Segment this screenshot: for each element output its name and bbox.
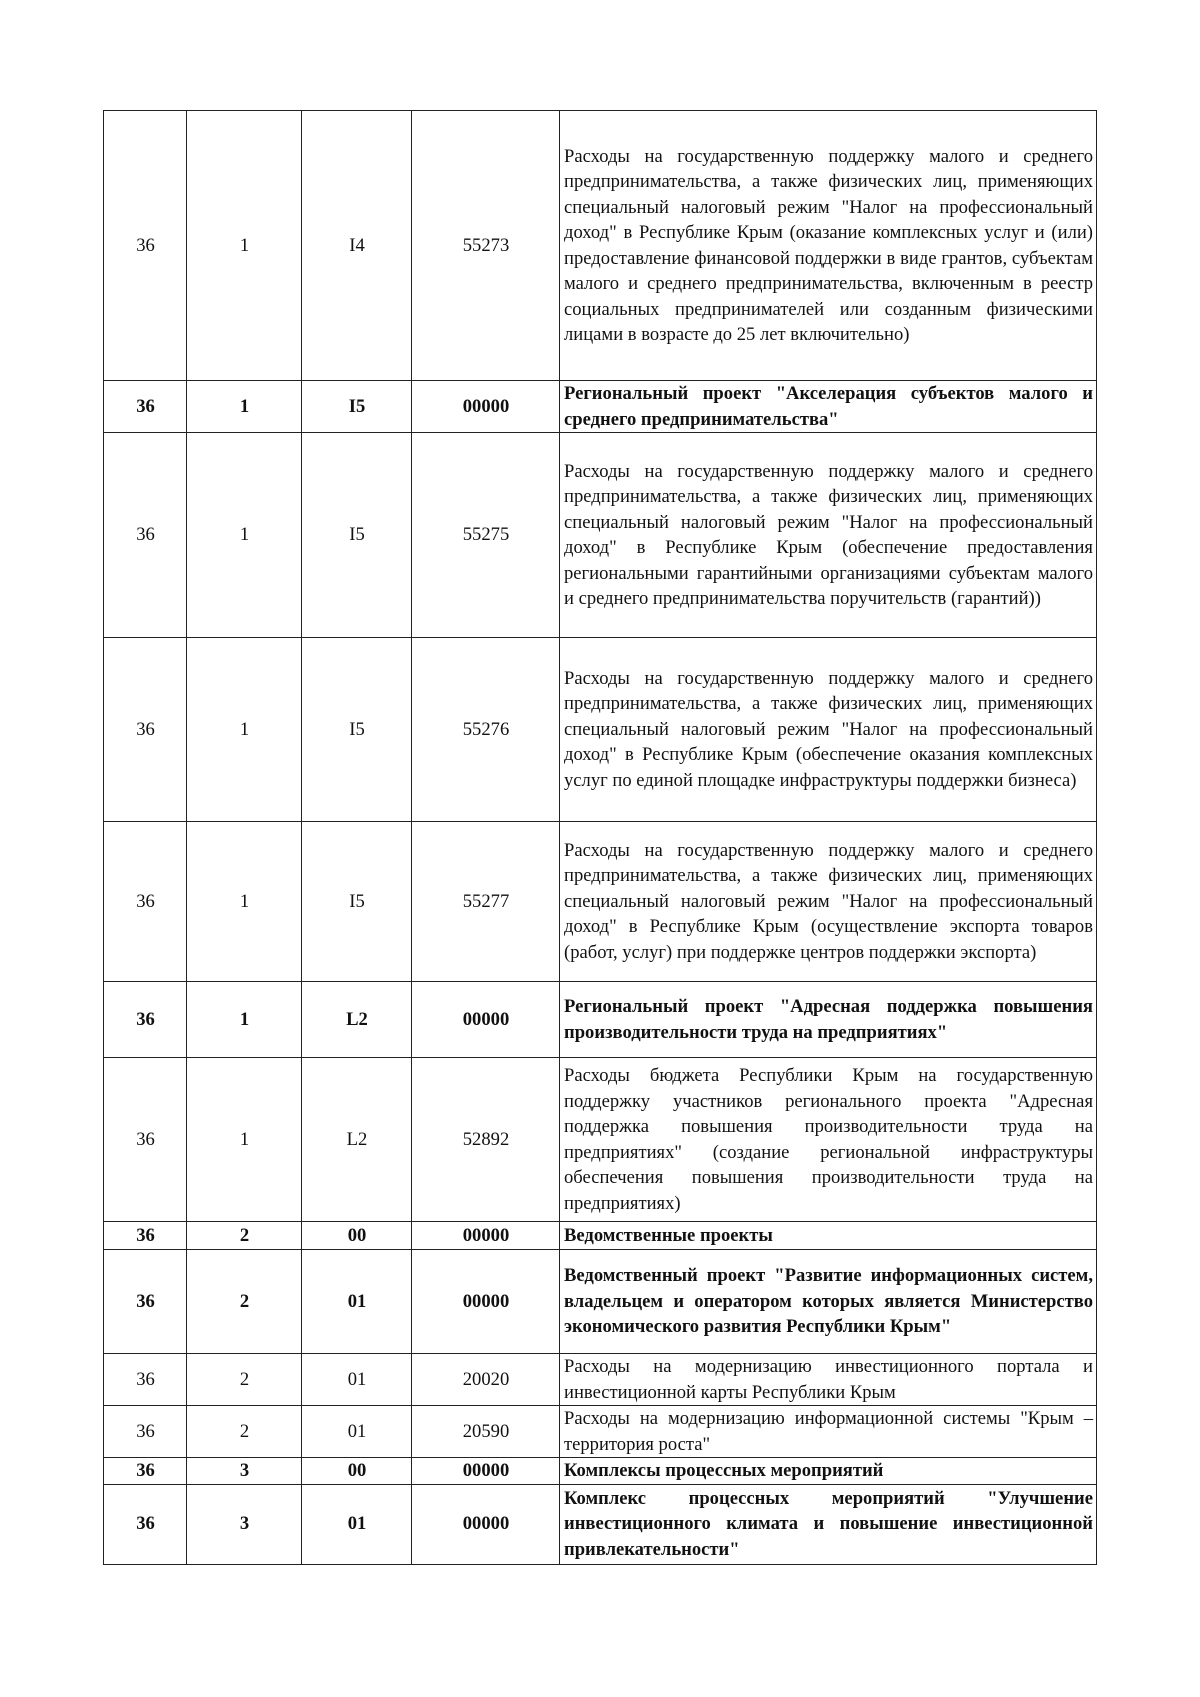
program-code-cell: 36 (104, 433, 187, 638)
program-code-cell: 36 (104, 982, 187, 1058)
program-code-cell: 36 (104, 111, 187, 381)
program-code-cell: 36 (104, 1458, 187, 1485)
subprogram-code-cell: 1 (187, 111, 302, 381)
program-code-cell: 36 (104, 638, 187, 822)
description-cell: Расходы на модернизацию инвестиционного портала и инвестиционной карты Республики Крым (560, 1354, 1097, 1406)
table-row (104, 111, 1097, 381)
project-code-cell: 01 (302, 1354, 412, 1406)
table-row (104, 381, 1097, 433)
direction-code-cell: 00000 (412, 1250, 560, 1354)
subprogram-code-cell: 1 (187, 1058, 302, 1222)
subprogram-code-cell: 1 (187, 638, 302, 822)
table-row (104, 1222, 1097, 1250)
description-cell: Расходы бюджета Республики Крым на государственную поддержку участников регионального проекта "Адресная поддержка повышения производительности труда на предприятиях" (создание региональной инфраструктуры обеспечения повышения производительности труда на предприятиях) (560, 1058, 1097, 1222)
program-code-cell: 36 (104, 1250, 187, 1354)
description-cell: Ведомственные проекты (560, 1222, 1097, 1250)
table-row (104, 1484, 1097, 1564)
program-code-cell: 36 (104, 1354, 187, 1406)
direction-code-cell: 00000 (412, 1458, 560, 1485)
project-code-cell: L2 (302, 982, 412, 1058)
table-row (104, 982, 1097, 1058)
direction-code-cell: 55276 (412, 638, 560, 822)
subprogram-code-cell: 2 (187, 1406, 302, 1458)
project-code-cell: 00 (302, 1222, 412, 1250)
direction-code-cell: 00000 (412, 1484, 560, 1564)
subprogram-code-cell: 1 (187, 433, 302, 638)
subprogram-code-cell: 3 (187, 1458, 302, 1485)
project-code-cell: I5 (302, 381, 412, 433)
direction-code-cell: 55277 (412, 822, 560, 982)
subprogram-code-cell: 1 (187, 381, 302, 433)
table-row (104, 1458, 1097, 1485)
table-row (104, 1354, 1097, 1406)
table-row (104, 822, 1097, 982)
subprogram-code-cell: 1 (187, 982, 302, 1058)
direction-code-cell: 20590 (412, 1406, 560, 1458)
description-cell: Расходы на государственную поддержку малого и среднего предпринимательства, а также физических лиц, применяющих специальный налоговый режим "Налог на профессиональный доход" в Республике Крым (обеспечение предоставления региональными гарантийными организациями субъектам малого и среднего предпринимательства поручительств (гарантий)) (560, 433, 1097, 638)
direction-code-cell: 55275 (412, 433, 560, 638)
project-code-cell: I5 (302, 822, 412, 982)
description-cell: Комплекс процессных мероприятий "Улучшение инвестиционного климата и повышение инвестиционной привлекательности" (560, 1484, 1097, 1564)
program-code-cell: 36 (104, 1058, 187, 1222)
description-cell: Расходы на государственную поддержку малого и среднего предпринимательства, а также физических лиц, применяющих специальный налоговый режим "Налог на профессиональный доход" в Республике Крым (обеспечение оказания комплексных услуг по единой площадке инфраструктуры поддержки бизнеса) (560, 638, 1097, 822)
subprogram-code-cell: 2 (187, 1250, 302, 1354)
direction-code-cell: 55273 (412, 111, 560, 381)
subprogram-code-cell: 3 (187, 1484, 302, 1564)
description-cell: Ведомственный проект "Развитие информационных систем, владельцем и оператором которых является Министерство экономического развития Республики Крым" (560, 1250, 1097, 1354)
table-row (104, 1250, 1097, 1354)
subprogram-code-cell: 1 (187, 822, 302, 982)
program-code-cell: 36 (104, 1406, 187, 1458)
project-code-cell: 00 (302, 1458, 412, 1485)
table-row (104, 1406, 1097, 1458)
direction-code-cell: 52892 (412, 1058, 560, 1222)
table-row (104, 1058, 1097, 1222)
description-cell: Расходы на модернизацию информационной системы "Крым – территория роста" (560, 1406, 1097, 1458)
program-code-cell: 36 (104, 381, 187, 433)
project-code-cell: 01 (302, 1484, 412, 1564)
description-cell: Региональный проект "Акселерация субъектов малого и среднего предпринимательства" (560, 381, 1097, 433)
project-code-cell: I5 (302, 638, 412, 822)
project-code-cell: 01 (302, 1250, 412, 1354)
description-cell: Региональный проект "Адресная поддержка повышения производительности труда на предприятиях" (560, 982, 1097, 1058)
description-cell: Расходы на государственную поддержку малого и среднего предпринимательства, а также физических лиц, применяющих специальный налоговый режим "Налог на профессиональный доход" в Республике Крым (оказание комплексных услуг и (или) предоставление финансовой поддержки в виде грантов, субъектам малого и среднего предпринимательства, включенным в реестр социальных предпринимателей или созданным физическими лицами в возрасте до 25 лет включительно) (560, 111, 1097, 381)
direction-code-cell: 00000 (412, 1222, 560, 1250)
project-code-cell: 01 (302, 1406, 412, 1458)
subprogram-code-cell: 2 (187, 1222, 302, 1250)
program-code-cell: 36 (104, 1484, 187, 1564)
project-code-cell: I4 (302, 111, 412, 381)
program-code-cell: 36 (104, 822, 187, 982)
direction-code-cell: 00000 (412, 381, 560, 433)
project-code-cell: L2 (302, 1058, 412, 1222)
budget-classification-table (103, 110, 1097, 1565)
table-row (104, 638, 1097, 822)
description-cell: Комплексы процессных мероприятий (560, 1458, 1097, 1485)
table-row (104, 433, 1097, 638)
direction-code-cell: 00000 (412, 982, 560, 1058)
table-body (104, 111, 1097, 1565)
description-cell: Расходы на государственную поддержку малого и среднего предпринимательства, а также физических лиц, применяющих специальный налоговый режим "Налог на профессиональный доход" в Республике Крым (осуществление экспорта товаров (работ, услуг) при поддержке центров поддержки экспорта) (560, 822, 1097, 982)
direction-code-cell: 20020 (412, 1354, 560, 1406)
program-code-cell: 36 (104, 1222, 187, 1250)
project-code-cell: I5 (302, 433, 412, 638)
subprogram-code-cell: 2 (187, 1354, 302, 1406)
